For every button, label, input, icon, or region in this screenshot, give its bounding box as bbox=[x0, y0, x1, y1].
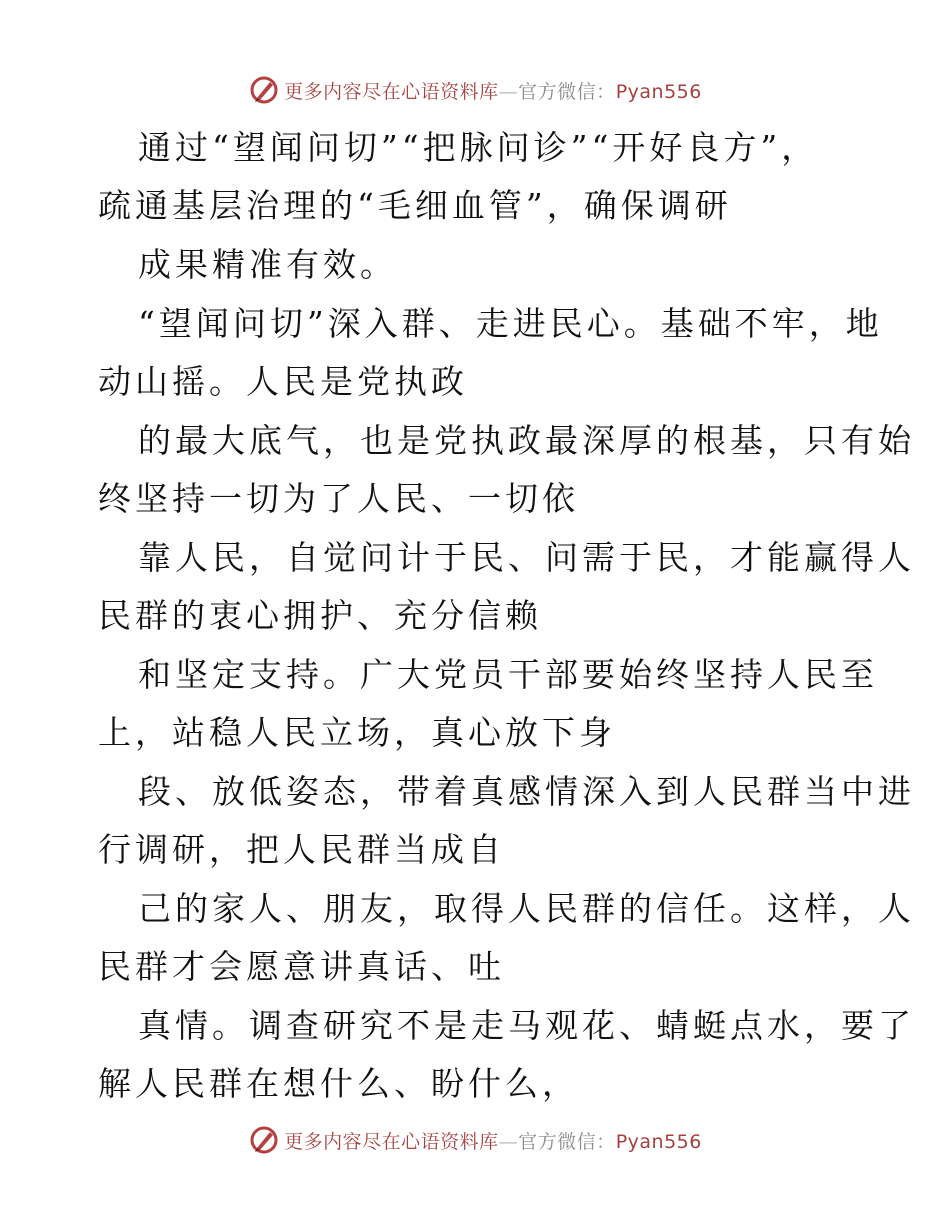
body-line: 民群的衷心拥护、充分信赖 bbox=[98, 596, 542, 635]
watermark-dash: — bbox=[498, 1130, 519, 1153]
body-line: 动山摇。人民是党执政 bbox=[98, 362, 468, 401]
body-line: 的最大底气，也是党执政最深厚的根基，只有始 bbox=[138, 421, 915, 460]
watermark-official: 官方微信： bbox=[518, 1130, 616, 1153]
pen-circle-logo-icon bbox=[248, 1124, 280, 1156]
body-line: 真情。调查研究不是走马观花、蜻蜓点水，要了 bbox=[138, 1006, 915, 1045]
body-line: 成果精准有效。 bbox=[138, 245, 397, 284]
watermark-text bbox=[284, 1127, 702, 1154]
body-line: 行调研，把人民群当成自 bbox=[98, 830, 505, 869]
body-line: 民群才会愿意讲真话、吐 bbox=[98, 947, 505, 986]
body-line: “望闻问切”深入群、走进民心。基础不牢，地 bbox=[138, 304, 883, 343]
body-line: 终坚持一切为了人民、一切依 bbox=[98, 479, 579, 518]
body-line: 和坚定支持。广大党员干部要始终坚持人民至 bbox=[138, 655, 878, 694]
body-line: 解人民群在想什么、盼什么， bbox=[98, 1064, 579, 1103]
body-line: 上，站稳人民立场，真心放下身 bbox=[98, 713, 616, 752]
body-line: 己的家人、朋友，取得人民群的信任。这样，人 bbox=[138, 889, 915, 928]
watermark-brand: 更多内容尽在心语资料库 bbox=[284, 1130, 499, 1153]
footer-watermark bbox=[0, 1120, 950, 1160]
watermark-dash: — bbox=[498, 80, 519, 103]
body-line: 疏通基层治理的“毛细血管”，确保调研 bbox=[98, 186, 732, 225]
body-line: 靠人民，自觉问计于民、问需于民，才能赢得人 bbox=[138, 538, 915, 577]
body-line: 通过“望闻问切”“把脉问诊”“开好良方”， bbox=[138, 128, 819, 167]
watermark-brand: 更多内容尽在心语资料库 bbox=[284, 80, 499, 103]
watermark-wechat-id: Pyan556 bbox=[615, 1130, 702, 1153]
body-line: 段、放低姿态，带着真感情深入到人民群当中进 bbox=[138, 772, 915, 811]
watermark-wechat-id: Pyan556 bbox=[615, 80, 702, 103]
watermark-official: 官方微信： bbox=[518, 80, 616, 103]
